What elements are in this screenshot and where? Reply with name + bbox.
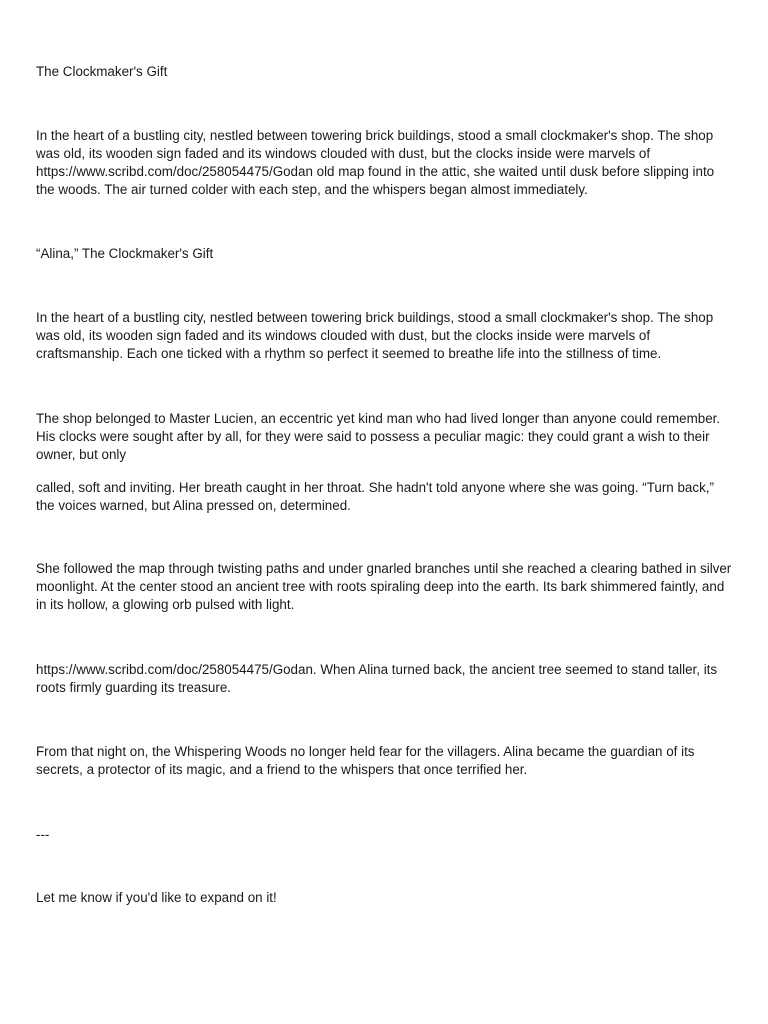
- paragraph-4: The shop belonged to Master Lucien, an eccentric yet kind man who had lived longer than anyone could remember. His clocks were sought after by all, for they were said to possess a peculiar magic: they could grant a wish to their owner, but only: [36, 411, 721, 462]
- paragraph-1: In the heart of a bustling city, nestled between towering brick buildings, stood a small clockmaker's shop. The shop was old, its wooden sign faded and its windows clouded with dust, but the clocks inside were marvels of https://www.scribd.com/doc/258054475/Godan old map found in the attic, she waited until dusk before slipping into the woods. The air turned colder with each step, and the whispers began almost immediately.: [36, 128, 715, 197]
- document-title: The Clockmaker's Gift: [36, 64, 168, 79]
- paragraph-6: She followed the map through twisting paths and under gnarled branches until she reached a clearing bathed in silver moonlight. At the center stood an ancient tree with roots spiraling deep into the earth. Its bark shimmered faintly, and in its hollow, a glowing orb pulsed with light.: [36, 561, 732, 612]
- paragraph-5: called, soft and inviting. Her breath caught in her throat. She hadn't told anyone where she was going. “Turn back,” the voices warned, but Alina pressed on, determined.: [36, 480, 714, 513]
- paragraph-2: “Alina,” The Clockmaker's Gift: [36, 246, 214, 261]
- paragraph-8: From that night on, the Whispering Woods no longer held fear for the villagers. Alina became the guardian of its secrets, a protector of its magic, and a friend to the whispers that once terrified her.: [36, 744, 695, 777]
- paragraph-7: https://www.scribd.com/doc/258054475/Godan. When Alina turned back, the ancient tree seemed to stand taller, its roots firmly guarding its treasure.: [36, 662, 718, 695]
- separator-text: ---: [36, 827, 50, 842]
- paragraph-3: In the heart of a bustling city, nestled between towering brick buildings, stood a small clockmaker's shop. The shop was old, its wooden sign faded and its windows clouded with dust, but the clocks inside were marvels of craftsmanship. Each one ticked with a rhythm so perfect it seemed to breathe life into the stillness of time.: [36, 310, 714, 361]
- closing-line: Let me know if you'd like to expand on it!: [36, 890, 277, 905]
